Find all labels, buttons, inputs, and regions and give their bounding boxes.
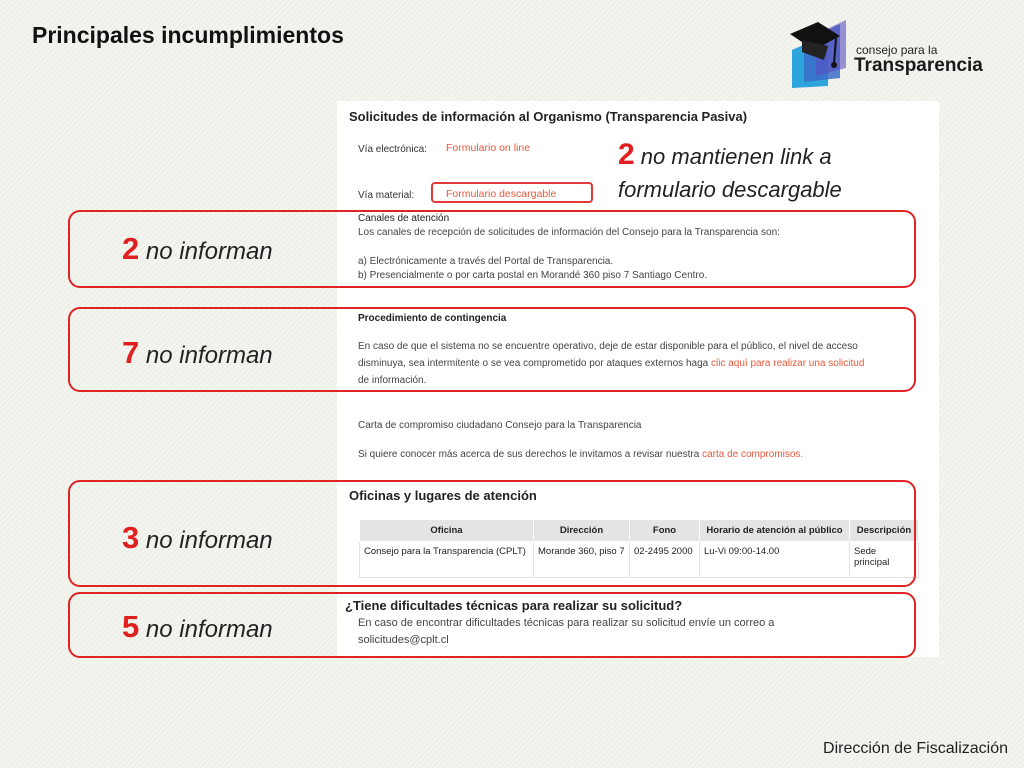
contingencia-link-cont[interactable]: de información. <box>358 375 427 386</box>
graduation-cap-icon <box>788 20 842 70</box>
annotation-dificultades <box>122 609 273 645</box>
via-electronica-label: Vía electrónica: <box>358 144 427 155</box>
carta-text-body: Si quiere conocer más acerca de sus derechos le invitamos a revisar nuestra <box>358 449 703 460</box>
annotation-oficinas-text: no informan <box>139 527 273 554</box>
oficinas-title: Oficinas y lugares de atención <box>349 488 537 503</box>
slide-title: Principales incumplimientos <box>32 22 344 48</box>
contingencia-line2-text: disminuya, sea intermitente o se vea comprometido por ataques externos haga <box>358 358 711 369</box>
annotation-oficinas-count: 3 <box>122 520 140 555</box>
canales-item-a: a) Electrónicamente a través del Portal de Transparencia. <box>358 256 614 267</box>
annotation-canales-count: 2 <box>122 231 140 266</box>
carta-text <box>358 448 803 461</box>
annotation-formulario-count: 2 <box>618 138 635 171</box>
table-header: Dirección <box>534 520 630 542</box>
canales-title: Canales de atención <box>358 213 450 224</box>
canales-intro: Los canales de recepción de solicitudes de información del Consejo para la Transparencia son: <box>358 227 780 238</box>
canales-item-b: b) Presencialmente o por carta postal en Morandé 360 piso 7 Santiago Centro. <box>358 270 708 281</box>
panel-heading: Solicitudes de información al Organismo (Transparencia Pasiva) <box>349 109 748 124</box>
annotation-contingencia <box>122 335 273 371</box>
table-cell: Morande 360, piso 7 <box>534 542 630 578</box>
logo-big-text: Transparencia <box>854 55 983 76</box>
annotation-formulario-text: no mantienen link a formulario descargable <box>618 144 842 202</box>
dificultades-email-link[interactable]: solicitudes@cplt.cl <box>358 634 449 646</box>
annotation-dificultades-count: 5 <box>122 609 140 644</box>
contingencia-link[interactable]: clic aquí para realizar una solicitud <box>710 358 865 369</box>
formulario-descargable-highlight <box>431 182 593 203</box>
table-cell: Sede principal <box>850 542 919 578</box>
annotation-oficinas <box>122 520 273 556</box>
formulario-descargable-link[interactable]: Formulario descargable <box>446 188 557 200</box>
annotation-canales <box>122 231 273 267</box>
contingencia-line1: En caso de que el sistema no se encuentre operativo, deje de estar disponible para el público, el nivel de acceso <box>358 341 858 352</box>
dificultades-text: En caso de encontrar dificultades técnicas para realizar su solicitud envíe un correo a <box>358 617 775 629</box>
annotation-dificultades-text: no informan <box>139 616 273 643</box>
annotation-contingencia-count: 7 <box>122 335 140 370</box>
contingencia-title: Procedimiento de contingencia <box>358 313 507 324</box>
annotation-canales-text: no informan <box>139 238 273 265</box>
dificultades-title: ¿Tiene dificultades técnicas para realizar su solicitud? <box>345 598 683 613</box>
carta-title: Carta de compromiso ciudadano Consejo para la Transparencia <box>358 420 642 431</box>
annotation-contingencia-text: no informan <box>139 342 273 369</box>
table-cell: Lu-Vi 09:00-14.00 <box>700 542 850 578</box>
logo-small-text: consejo para la <box>856 43 938 57</box>
table-cell: 02-2495 2000 <box>630 542 700 578</box>
via-material-label: Vía material: <box>358 190 415 201</box>
carta-link[interactable]: carta de compromisos. <box>702 449 804 460</box>
table-header: Horario de atención al público <box>700 520 850 542</box>
table-header: Oficina <box>360 520 534 542</box>
table-header: Fono <box>630 520 700 542</box>
table-header: Descripción <box>850 520 919 542</box>
slide-footer: Dirección de Fiscalización <box>823 740 1008 757</box>
annotation-formulario <box>618 138 918 206</box>
table-cell: Consejo para la Transparencia (CPLT) <box>360 542 534 578</box>
formulario-online-link[interactable]: Formulario on line <box>446 142 531 154</box>
cplt-logo <box>788 20 1008 92</box>
